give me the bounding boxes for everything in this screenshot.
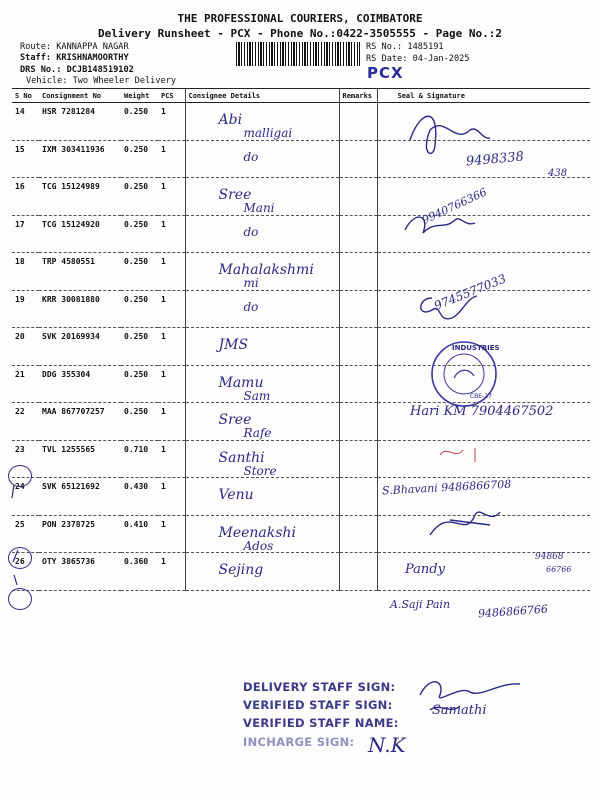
remarks-cell <box>339 403 377 441</box>
consignee-name: Sejing <box>218 562 264 578</box>
consignment-cell: DDG 355304 <box>39 365 121 403</box>
consignee-cell <box>185 290 339 328</box>
pcx-stamp: PCX <box>367 64 404 82</box>
sno-cell: 23 <box>12 440 39 478</box>
consignee-cell <box>185 103 339 141</box>
sno-cell: 18 <box>12 253 39 291</box>
weight-cell: 0.250 <box>121 215 158 253</box>
delivery-staff-sign-label: DELIVERY STAFF SIGN: <box>243 680 396 694</box>
table-row <box>12 290 590 328</box>
consignment-cell: TCG 15124989 <box>39 178 121 216</box>
weight-cell: 0.250 <box>121 140 158 178</box>
pcs-cell: 1 <box>158 103 185 141</box>
sno-cell: 25 <box>12 515 39 553</box>
weight-cell: 0.250 <box>121 328 158 366</box>
consignee-subtext: malligai <box>243 126 293 140</box>
remarks-cell <box>339 215 377 253</box>
pcs-cell: 1 <box>158 365 185 403</box>
sno-cell: 16 <box>12 178 39 216</box>
phone-row25-suffix: 66766 <box>546 565 572 574</box>
consignee-subtext: Ados <box>243 538 274 553</box>
consignment-cell: TCG 15124920 <box>39 215 121 253</box>
weight-cell: 0.410 <box>121 515 158 553</box>
consignee-cell <box>185 440 339 478</box>
col-header: Remarks <box>339 89 377 103</box>
pcs-cell: 1 <box>158 328 185 366</box>
consignment-cell: OTY 3865736 <box>39 553 121 591</box>
seal-subtext: CBE-27 <box>470 393 492 400</box>
consignee-cell <box>185 365 339 403</box>
signature-row26: A.Saji Pain <box>390 598 451 611</box>
sno-cell: 26 <box>12 553 39 591</box>
col-header: PCS <box>158 89 185 103</box>
company-title: THE PROFESSIONAL COURIERS, COIMBATORE <box>177 12 423 25</box>
pcs-cell: 1 <box>158 515 185 553</box>
incharge-sign-label: INCHARGE SIGN: <box>243 735 355 749</box>
phone-row16: 9940766366 <box>420 185 489 227</box>
weight-cell: 0.710 <box>121 440 158 478</box>
remarks-cell <box>339 365 377 403</box>
circle-mark-icon <box>8 588 32 610</box>
consignee-name: Mahalakshmi <box>218 262 314 278</box>
consignee-cell <box>185 140 339 178</box>
verified-staff-sign-label: VERIFIED STAFF SIGN: <box>243 698 393 712</box>
weight-cell: 0.430 <box>121 478 158 516</box>
rs-date: RS Date: 04-Jan-2025 <box>366 54 470 64</box>
col-header: S No <box>12 89 39 103</box>
weight-cell: 0.250 <box>121 290 158 328</box>
pcs-cell: 1 <box>158 553 185 591</box>
weight-cell: 0.250 <box>121 253 158 291</box>
consignee-cell <box>185 178 339 216</box>
sno-cell: 19 <box>12 290 39 328</box>
barcode-icon <box>236 42 360 66</box>
consignment-cell: TVL 1255565 <box>39 440 121 478</box>
weight-cell: 0.250 <box>121 403 158 441</box>
incharge-signature: N.K <box>368 733 406 757</box>
consignee-subtext: do <box>243 299 259 314</box>
consignment-cell: MAA 867707257 <box>39 403 121 441</box>
pcs-cell: 1 <box>158 440 185 478</box>
consignee-name: Abi <box>218 112 243 128</box>
consignee-name: Sree <box>218 412 252 428</box>
sno-cell: 15 <box>12 140 39 178</box>
red-mark-icon <box>435 440 495 466</box>
vehicle-label: Vehicle: Two Wheeler Delivery <box>26 76 177 86</box>
sno-cell: 24 <box>12 478 39 516</box>
remarks-cell <box>339 440 377 478</box>
phone-row18: 9745577033 <box>432 271 509 313</box>
consignee-subtext: Rafe <box>243 426 272 440</box>
consignee-cell <box>185 253 339 291</box>
weight-cell: 0.250 <box>121 365 158 403</box>
pcs-cell: 1 <box>158 290 185 328</box>
rs-number: RS No.: 1485191 <box>366 42 444 52</box>
consignee-name: Mamu <box>218 374 264 391</box>
remarks-cell <box>339 478 377 516</box>
consignment-cell: PON 2378725 <box>39 515 121 553</box>
signature-row21: Hari KM 7904467502 <box>410 404 554 419</box>
consignee-cell <box>185 328 339 366</box>
consignment-cell: HSR 7281284 <box>39 103 121 141</box>
sno-cell: 14 <box>12 103 39 141</box>
drs-number: DRS No.: DCJB148519102 <box>20 65 134 75</box>
consignee-cell <box>185 478 339 516</box>
phone-row26: 9486866766 <box>477 602 549 621</box>
remarks-cell <box>339 553 377 591</box>
signature-row24-icon <box>420 500 510 545</box>
remarks-cell <box>339 140 377 178</box>
sno-cell: 20 <box>12 328 39 366</box>
verified-staff-name-label: VERIFIED STAFF NAME: <box>243 716 399 730</box>
weight-cell: 0.360 <box>121 553 158 591</box>
phone-row15: 9498338 <box>465 149 525 170</box>
signature-row23: S.Bhavani 9486866708 <box>381 477 512 498</box>
weight-cell: 0.250 <box>121 103 158 141</box>
table-row <box>12 440 590 478</box>
phone-row15-suffix: 438 <box>548 168 568 179</box>
consignee-cell <box>185 515 339 553</box>
verified-staff-name: Samathi <box>432 703 487 718</box>
consignee-name: Santhi <box>218 449 265 466</box>
remarks-cell <box>339 328 377 366</box>
signature-row25: Pandy <box>405 562 445 577</box>
tick-marks-icon <box>8 480 24 590</box>
consignee-cell <box>185 215 339 253</box>
sno-cell: 22 <box>12 403 39 441</box>
table-row <box>12 553 590 591</box>
consignment-cell: IXM 303411936 <box>39 140 121 178</box>
remarks-cell <box>339 290 377 328</box>
consignee-subtext: Sam <box>243 388 271 403</box>
pcs-cell: 1 <box>158 178 185 216</box>
phone-row25: 94868 <box>535 552 564 562</box>
consignee-subtext: mi <box>243 276 259 290</box>
consignee-name: Meenakshi <box>218 524 296 541</box>
pcs-cell: 1 <box>158 478 185 516</box>
pcs-cell: 1 <box>158 140 185 178</box>
consignee-cell <box>185 553 339 591</box>
consignee-subtext: Mani <box>243 201 275 215</box>
consignee-name: Venu <box>218 487 254 503</box>
sno-cell: 17 <box>12 215 39 253</box>
pcs-cell: 1 <box>158 403 185 441</box>
seal-text: INDUSTRIES <box>452 344 500 352</box>
col-header: Consignee Details <box>185 89 339 103</box>
consignment-cell: KRR 30081880 <box>39 290 121 328</box>
consignment-cell: SVK 20169934 <box>39 328 121 366</box>
consignee-cell <box>185 403 339 441</box>
consignee-subtext: do <box>243 149 259 164</box>
weight-cell: 0.250 <box>121 178 158 216</box>
consignment-cell: TRP 4580551 <box>39 253 121 291</box>
remarks-cell <box>339 178 377 216</box>
pcs-cell: 1 <box>158 215 185 253</box>
remarks-cell <box>339 253 377 291</box>
col-header: Weight <box>121 89 158 103</box>
remarks-cell <box>339 515 377 553</box>
consignee-subtext: do <box>243 224 259 239</box>
consignment-cell: SVK 65121692 <box>39 478 121 516</box>
staff-label: Staff: KRISHNAMOORTHY <box>20 53 129 63</box>
col-header: Seal & Signature <box>377 89 590 103</box>
runsheet-subtitle: Delivery Runsheet - PCX - Phone No.:0422-3505555 - Page No.:2 <box>98 27 502 40</box>
sno-cell: 21 <box>12 365 39 403</box>
pcs-cell: 1 <box>158 253 185 291</box>
consignee-name: JMS <box>218 337 249 353</box>
remarks-cell <box>339 103 377 141</box>
consignee-subtext: Store <box>243 463 277 478</box>
col-header: Consignment No <box>39 89 121 103</box>
route-label: Route: KANNAPPA NAGAR <box>20 42 129 52</box>
consignee-name: Sree <box>218 187 252 203</box>
